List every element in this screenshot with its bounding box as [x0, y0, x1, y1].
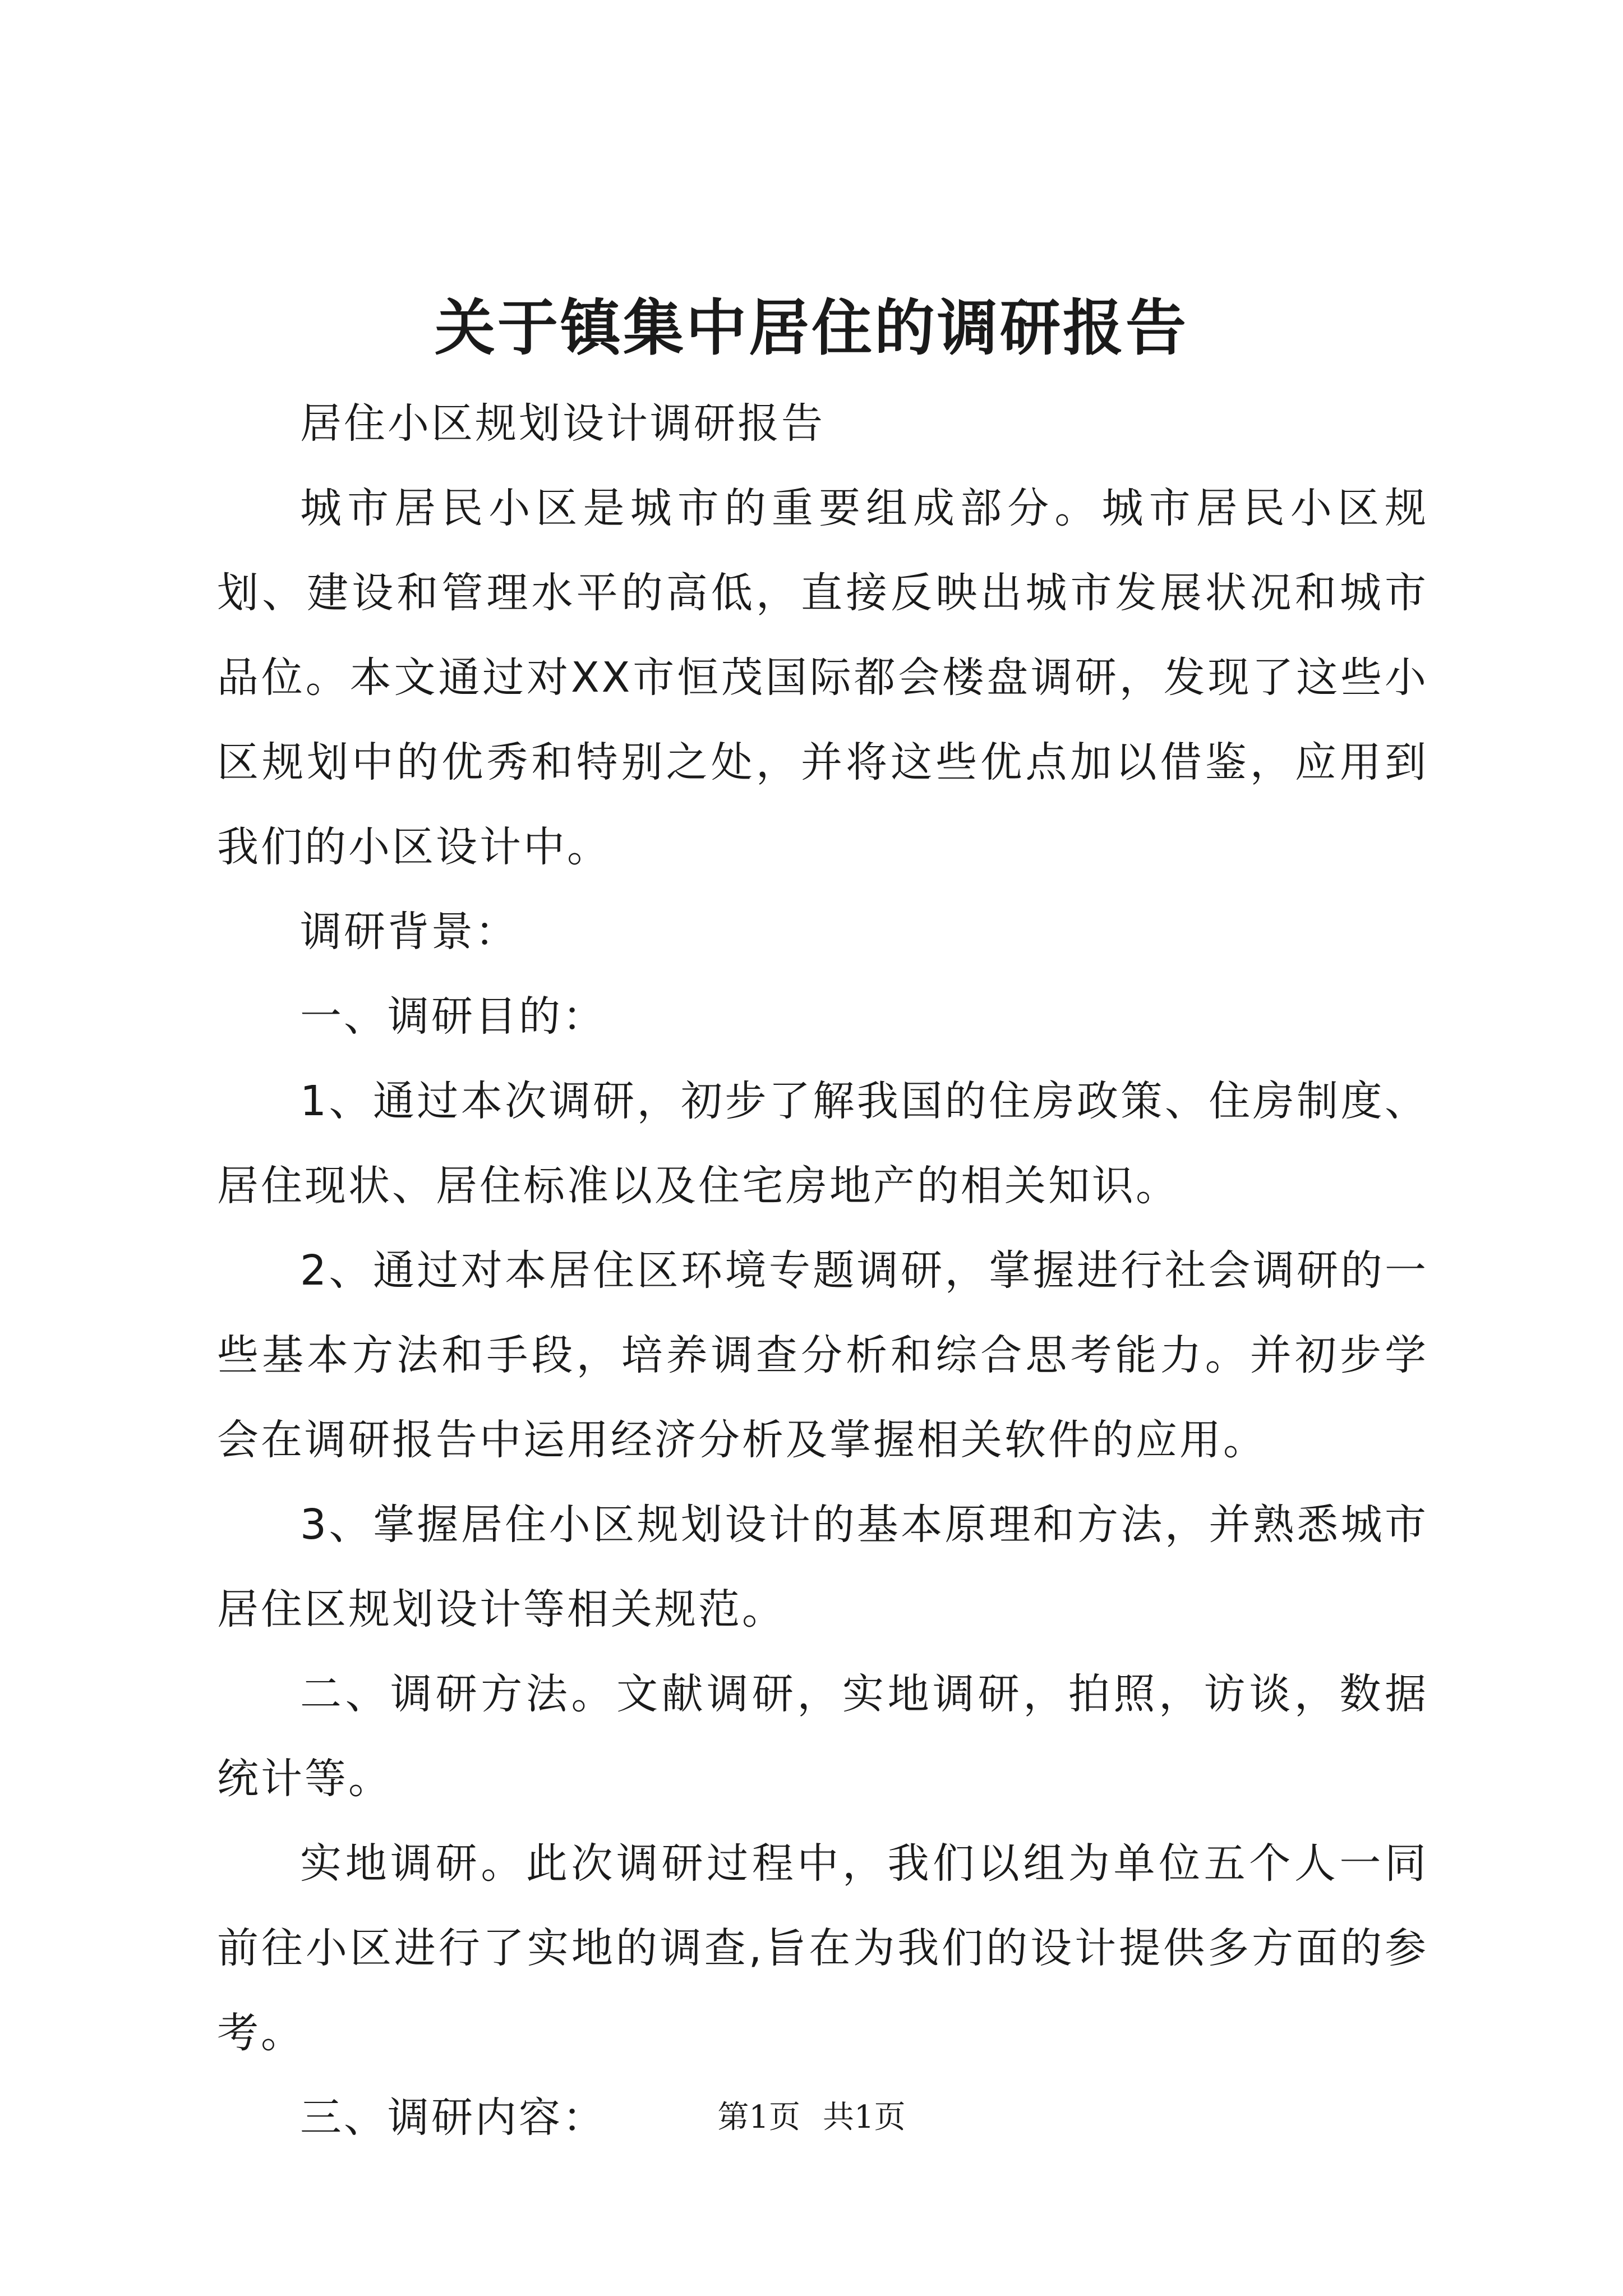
paragraph: 调研背景：	[300, 908, 519, 956]
paragraph: 二、调研方法。文献调研，实地调研，拍照，访谈，数据统计等。	[217, 1670, 1428, 1803]
paragraph: 1、通过本次调研，初步了解我国的住房政策、住房制度、居住现状、居住标准以及住宅房地产的相关知识。	[217, 1077, 1428, 1210]
document-title: 关于镇集中居住的调研报告	[434, 293, 1188, 364]
paragraph: 一、调研目的：	[300, 992, 606, 1041]
paragraph: 2、通过对本居住区环境专题调研，掌握进行社会调研的一些基本方法和手段，培养调查分析和综合思考能力。并初步学会在调研报告中运用经济分析及掌握相关软件的应用。	[217, 1246, 1428, 1464]
paragraph: 3、掌握居住小区规划设计的基本原理和方法，并熟悉城市居住区规划设计等相关规范。	[217, 1501, 1428, 1634]
paragraph: 城市居民小区是城市的重要组成部分。城市居民小区规划、建设和管理水平的高低，直接反映出城市发展状况和城市品位。本文通过对XX市恒茂国际都会楼盘调研，发现了这些小区规划中的优秀和特别之处，并将这些优点加以借鉴，应用到我们的小区设计中。	[217, 484, 1428, 871]
page-footer	[0, 2095, 1623, 2140]
document-body	[217, 381, 1428, 2160]
page-number-current: 第1页	[717, 2099, 800, 2136]
paragraph: 居住小区规划设计调研报告	[300, 399, 825, 448]
page-number-total: 共1页	[823, 2099, 906, 2136]
paragraph: 三、调研内容：	[300, 2093, 606, 2142]
paragraph: 实地调研。此次调研过程中，我们以组为单位五个人一同前往小区进行了实地的调查,旨在为我们的设计提供多方面的参考。	[217, 1839, 1428, 2057]
